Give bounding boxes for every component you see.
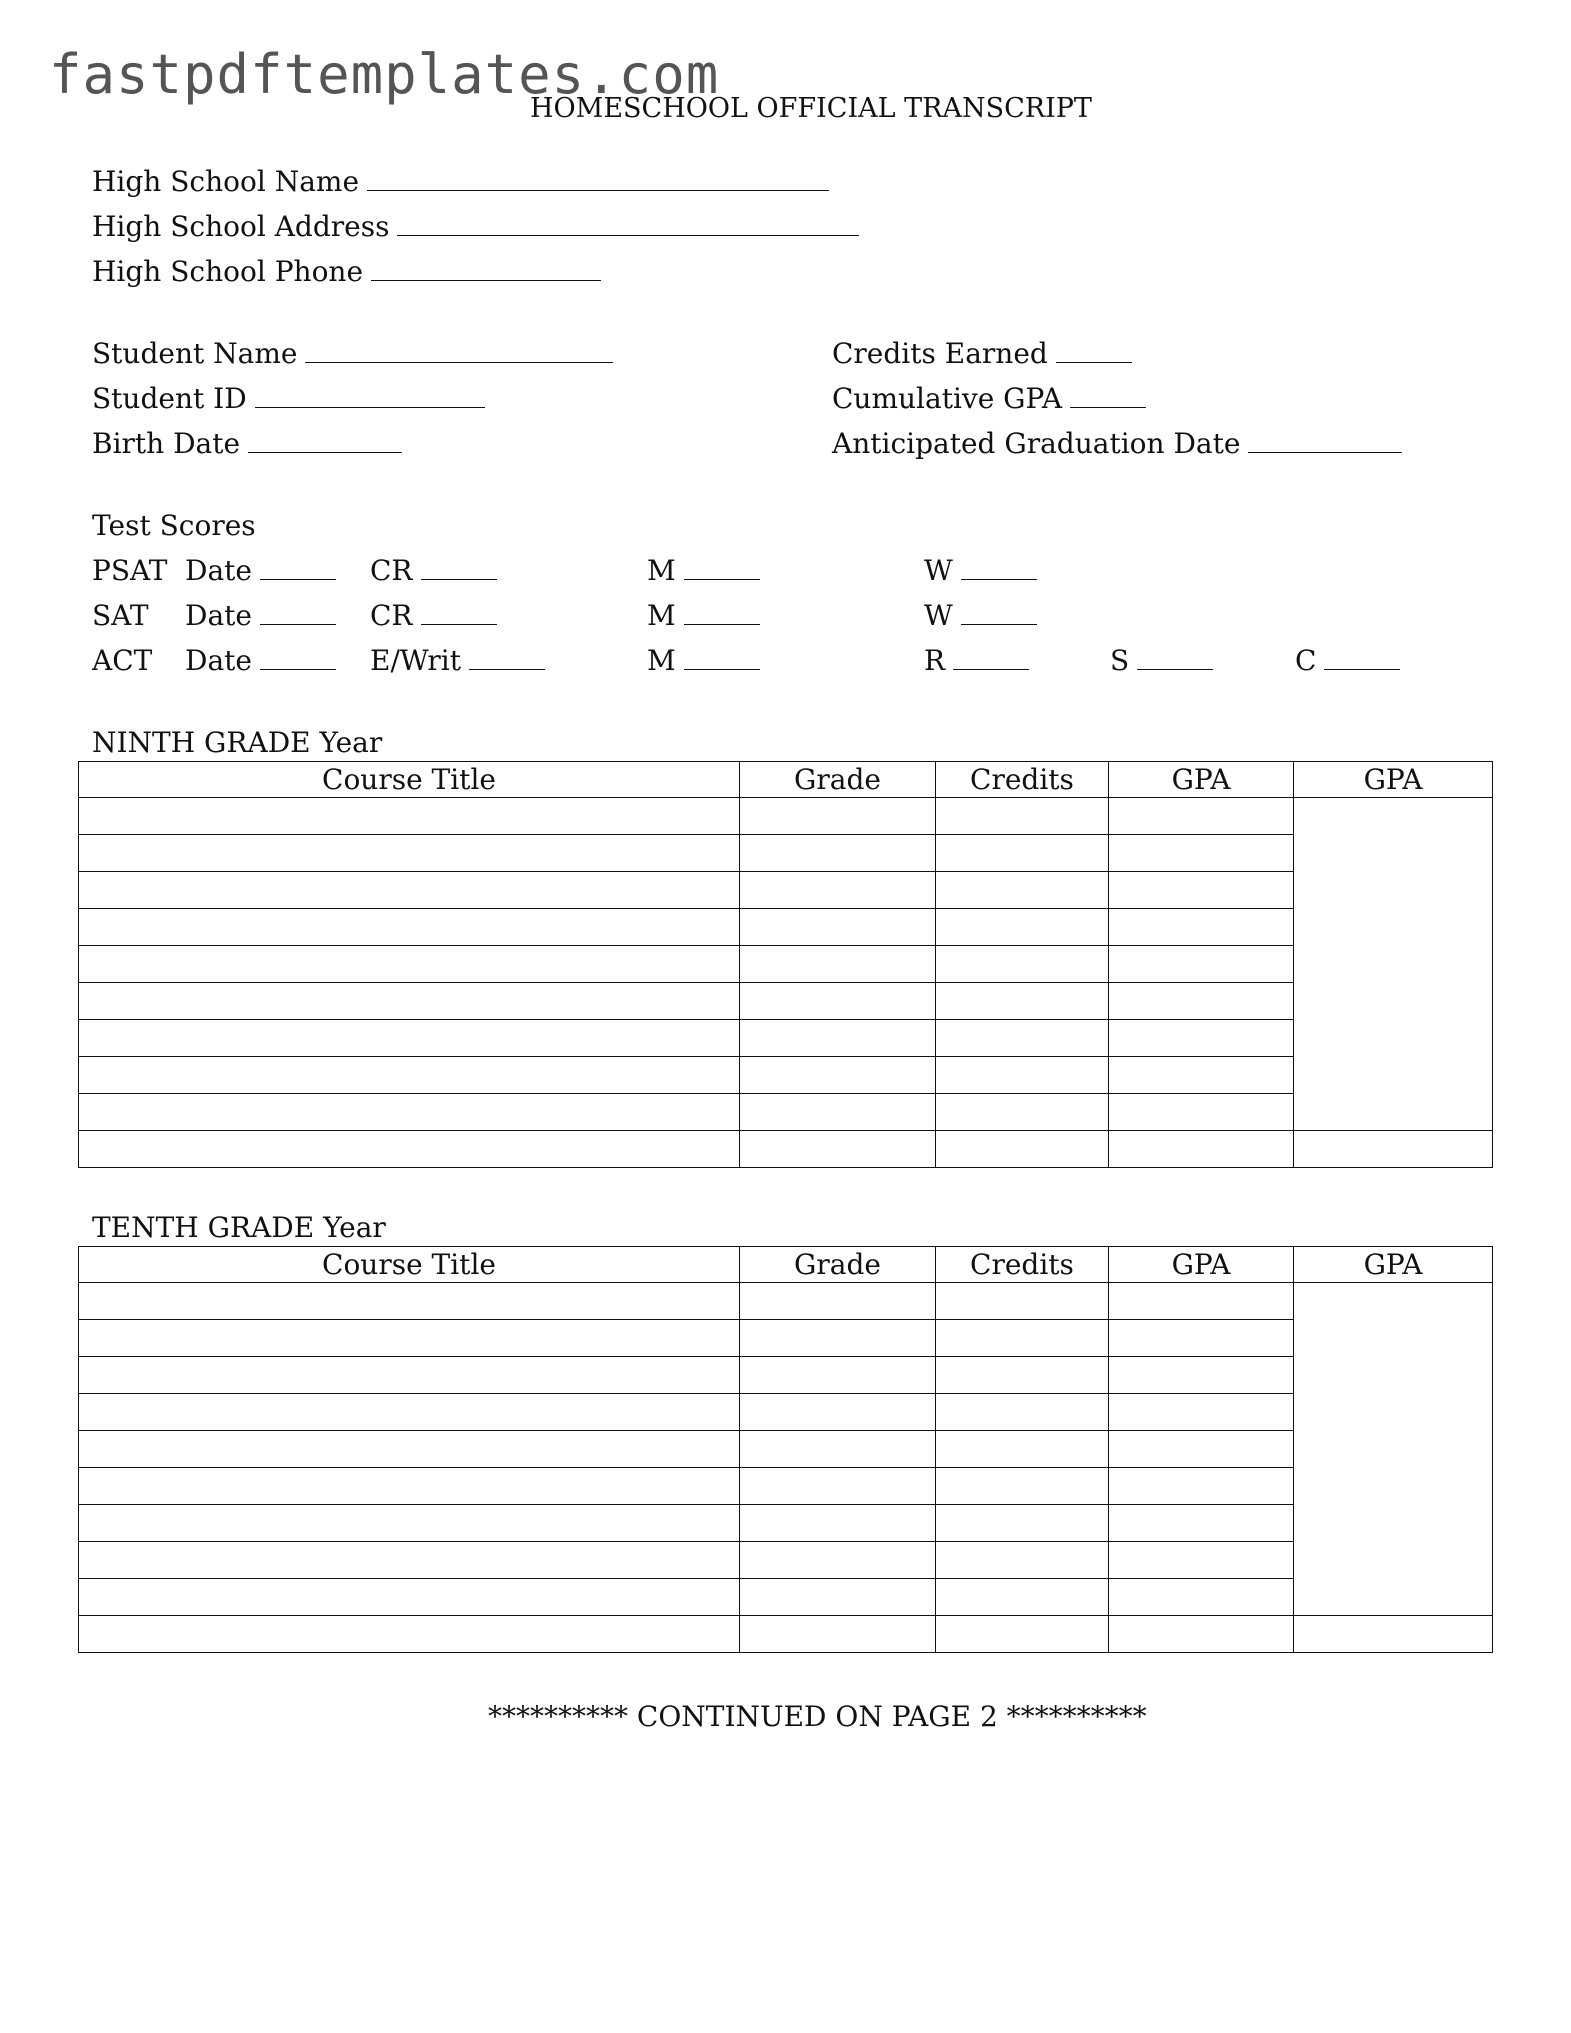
course-title-cell[interactable] (79, 946, 740, 983)
credits-cell[interactable] (936, 1320, 1109, 1357)
course-title-cell[interactable] (79, 1131, 740, 1168)
ninth-header-row (79, 762, 1493, 798)
credits-cell[interactable] (936, 946, 1109, 983)
column-header-gpa-total: GPA (1294, 762, 1493, 798)
column-header-course-title: Course Title (79, 1247, 740, 1283)
total-row (79, 1616, 1493, 1653)
grade-cell[interactable] (740, 1505, 936, 1542)
course-title-cell[interactable] (79, 1468, 740, 1505)
course-title-cell[interactable] (79, 1357, 740, 1394)
sat-w-blank[interactable] (961, 602, 1037, 625)
ninth-grade-table (78, 761, 1493, 1168)
gpa-cell[interactable] (1109, 1505, 1294, 1542)
gpa-cell[interactable] (1109, 1283, 1294, 1320)
ninth-grade-heading: NINTH GRADE Year (92, 726, 383, 759)
student-name-blank[interactable] (305, 340, 613, 363)
table-row (79, 1094, 1493, 1131)
credits-cell[interactable] (936, 1468, 1109, 1505)
birth-date-field (92, 427, 402, 460)
table-row (79, 1542, 1493, 1579)
grade-cell[interactable] (740, 798, 936, 835)
act-date-label: Date (185, 644, 252, 677)
continued-note: ********** CONTINUED ON PAGE 2 ********** (488, 1700, 1147, 1733)
table-row (79, 1357, 1493, 1394)
act-date-blank[interactable] (260, 647, 336, 670)
grade-cell[interactable] (740, 1468, 936, 1505)
grade-cell[interactable] (740, 909, 936, 946)
sat-cr-field (370, 599, 497, 632)
school-phone-label: High School Phone (92, 255, 364, 288)
credits-earned-label: Credits Earned (832, 337, 1048, 370)
act-c-blank[interactable] (1324, 647, 1400, 670)
sat-name: SAT (92, 599, 149, 632)
act-r-blank[interactable] (953, 647, 1029, 670)
psat-name: PSAT (92, 554, 168, 587)
sat-m-field (647, 599, 760, 632)
grade-cell[interactable] (740, 1020, 936, 1057)
table-row (79, 909, 1493, 946)
course-title-cell[interactable] (79, 1616, 740, 1653)
sat-date-field (185, 599, 336, 632)
sat-m-blank[interactable] (684, 602, 760, 625)
credits-cell[interactable] (936, 1283, 1109, 1320)
psat-cr-blank[interactable] (421, 557, 497, 580)
sat-w-label: W (924, 599, 953, 632)
tenth-header-row (79, 1247, 1493, 1283)
credits-cell[interactable] (936, 1131, 1109, 1168)
table-row (79, 983, 1493, 1020)
psat-m-label: M (647, 554, 676, 587)
act-r-field (924, 644, 1029, 677)
course-title-cell[interactable] (79, 983, 740, 1020)
student-id-blank[interactable] (255, 385, 485, 408)
table-row (79, 798, 1493, 835)
psat-date-field (185, 554, 336, 587)
course-title-cell[interactable] (79, 1320, 740, 1357)
sat-w-field (924, 599, 1037, 632)
psat-m-blank[interactable] (684, 557, 760, 580)
credits-cell[interactable] (936, 835, 1109, 872)
grade-cell[interactable] (740, 1357, 936, 1394)
act-m-blank[interactable] (684, 647, 760, 670)
psat-date-blank[interactable] (260, 557, 336, 580)
table-row (79, 1320, 1493, 1357)
act-name: ACT (92, 644, 153, 677)
course-title-cell[interactable] (79, 1431, 740, 1468)
tenth-grade-heading: TENTH GRADE Year (92, 1211, 386, 1244)
table-row (79, 872, 1493, 909)
act-ew-field (370, 644, 545, 677)
psat-cr-label: CR (370, 554, 413, 587)
table-row (79, 1394, 1493, 1431)
gpa-total-cell[interactable] (1294, 1131, 1493, 1168)
credits-cell[interactable] (936, 1616, 1109, 1653)
gpa-cell[interactable] (1109, 1057, 1294, 1094)
act-s-field (1110, 644, 1213, 677)
course-title-cell[interactable] (79, 1542, 740, 1579)
table-row (79, 1283, 1493, 1320)
credits-cell[interactable] (936, 983, 1109, 1020)
school-address-field (92, 210, 859, 243)
test-scores-heading: Test Scores (92, 509, 256, 542)
act-ew-label: E/Writ (370, 644, 461, 677)
student-name-field (92, 337, 613, 370)
act-c-label: C (1295, 644, 1317, 677)
table-row (79, 1431, 1493, 1468)
psat-cr-field (370, 554, 497, 587)
grade-cell[interactable] (740, 1131, 936, 1168)
column-header-credits: Credits (936, 1247, 1109, 1283)
gpa-summary-blank (1294, 1283, 1493, 1616)
grade-cell[interactable] (740, 1283, 936, 1320)
gpa-cell[interactable] (1109, 872, 1294, 909)
school-address-label: High School Address (92, 210, 390, 243)
school-address-blank[interactable] (397, 213, 859, 236)
graduation-date-blank[interactable] (1248, 430, 1402, 453)
school-name-field (92, 165, 829, 198)
school-name-label: High School Name (92, 165, 360, 198)
birth-date-label: Birth Date (92, 427, 241, 460)
psat-m-field (647, 554, 760, 587)
graduation-date-field (832, 427, 1402, 460)
act-m-field (647, 644, 760, 677)
credits-cell[interactable] (936, 1094, 1109, 1131)
school-phone-blank[interactable] (371, 258, 601, 281)
document-title: HOMESCHOOL OFFICIAL TRANSCRIPT (530, 93, 1092, 124)
sat-cr-label: CR (370, 599, 413, 632)
credits-cell[interactable] (936, 1394, 1109, 1431)
table-row (79, 1505, 1493, 1542)
table-row (79, 1579, 1493, 1616)
course-title-cell[interactable] (79, 1094, 740, 1131)
act-ew-blank[interactable] (469, 647, 545, 670)
gpa-cell[interactable] (1109, 983, 1294, 1020)
gpa-cell[interactable] (1109, 1020, 1294, 1057)
act-s-blank[interactable] (1137, 647, 1213, 670)
course-title-cell[interactable] (79, 1579, 740, 1616)
psat-w-field (924, 554, 1037, 587)
credits-cell[interactable] (936, 1431, 1109, 1468)
column-header-grade: Grade (740, 1247, 936, 1283)
column-header-course-title: Course Title (79, 762, 740, 798)
grade-cell[interactable] (740, 872, 936, 909)
cumulative-gpa-field (832, 382, 1146, 415)
gpa-cell[interactable] (1109, 1579, 1294, 1616)
grade-cell[interactable] (740, 1431, 936, 1468)
sat-m-label: M (647, 599, 676, 632)
birth-date-blank[interactable] (248, 430, 402, 453)
act-m-label: M (647, 644, 676, 677)
graduation-date-label: Anticipated Graduation Date (832, 427, 1241, 460)
column-header-gpa: GPA (1109, 1247, 1294, 1283)
gpa-summary-blank (1294, 798, 1493, 1131)
course-title-cell[interactable] (79, 1394, 740, 1431)
table-row (79, 1057, 1493, 1094)
course-title-cell[interactable] (79, 798, 740, 835)
course-title-cell[interactable] (79, 835, 740, 872)
cumulative-gpa-blank[interactable] (1070, 385, 1146, 408)
gpa-cell[interactable] (1109, 1131, 1294, 1168)
gpa-cell[interactable] (1109, 1616, 1294, 1653)
credits-cell[interactable] (936, 1020, 1109, 1057)
credits-cell[interactable] (936, 909, 1109, 946)
grade-cell[interactable] (740, 1320, 936, 1357)
course-title-cell[interactable] (79, 1057, 740, 1094)
sat-date-label: Date (185, 599, 252, 632)
gpa-cell[interactable] (1109, 798, 1294, 835)
table-row (79, 1020, 1493, 1057)
credits-cell[interactable] (936, 1505, 1109, 1542)
column-header-credits: Credits (936, 762, 1109, 798)
credits-cell[interactable] (936, 1357, 1109, 1394)
credits-cell[interactable] (936, 872, 1109, 909)
cumulative-gpa-label: Cumulative GPA (832, 382, 1063, 415)
sat-cr-blank[interactable] (421, 602, 497, 625)
act-c-field (1295, 644, 1400, 677)
grade-cell[interactable] (740, 1616, 936, 1653)
table-row (79, 835, 1493, 872)
gpa-cell[interactable] (1109, 909, 1294, 946)
school-name-blank[interactable] (367, 168, 829, 191)
gpa-cell[interactable] (1109, 1431, 1294, 1468)
grade-cell[interactable] (740, 1394, 936, 1431)
grade-cell[interactable] (740, 1094, 936, 1131)
gpa-cell[interactable] (1109, 1394, 1294, 1431)
total-row (79, 1131, 1493, 1168)
psat-date-label: Date (185, 554, 252, 587)
column-header-gpa-total: GPA (1294, 1247, 1493, 1283)
grade-cell[interactable] (740, 1579, 936, 1616)
gpa-cell[interactable] (1109, 1542, 1294, 1579)
table-row (79, 946, 1493, 983)
course-title-cell[interactable] (79, 1505, 740, 1542)
course-title-cell[interactable] (79, 872, 740, 909)
grade-cell[interactable] (740, 1542, 936, 1579)
grade-cell[interactable] (740, 946, 936, 983)
gpa-cell[interactable] (1109, 1468, 1294, 1505)
credits-cell[interactable] (936, 1579, 1109, 1616)
gpa-total-cell[interactable] (1294, 1616, 1493, 1653)
table-row (79, 1468, 1493, 1505)
credits-earned-blank[interactable] (1056, 340, 1132, 363)
gpa-cell[interactable] (1109, 835, 1294, 872)
school-phone-field (92, 255, 601, 288)
course-title-cell[interactable] (79, 1020, 740, 1057)
tenth-grade-table (78, 1246, 1493, 1653)
column-header-gpa: GPA (1109, 762, 1294, 798)
course-title-cell[interactable] (79, 1283, 740, 1320)
grade-cell[interactable] (740, 835, 936, 872)
credits-earned-field (832, 337, 1132, 370)
act-r-label: R (924, 644, 946, 677)
student-id-field (92, 382, 485, 415)
credits-cell[interactable] (936, 1057, 1109, 1094)
grade-cell[interactable] (740, 1057, 936, 1094)
gpa-cell[interactable] (1109, 1320, 1294, 1357)
student-id-label: Student ID (92, 382, 247, 415)
course-title-cell[interactable] (79, 909, 740, 946)
gpa-cell[interactable] (1109, 946, 1294, 983)
gpa-cell[interactable] (1109, 1357, 1294, 1394)
psat-w-label: W (924, 554, 953, 587)
column-header-grade: Grade (740, 762, 936, 798)
gpa-cell[interactable] (1109, 1094, 1294, 1131)
grade-cell[interactable] (740, 983, 936, 1020)
act-s-label: S (1110, 644, 1130, 677)
watermark: fastpdftemplates.com (49, 43, 720, 106)
student-name-label: Student Name (92, 337, 298, 370)
credits-cell[interactable] (936, 1542, 1109, 1579)
credits-cell[interactable] (936, 798, 1109, 835)
act-date-field (185, 644, 336, 677)
psat-w-blank[interactable] (961, 557, 1037, 580)
sat-date-blank[interactable] (260, 602, 336, 625)
